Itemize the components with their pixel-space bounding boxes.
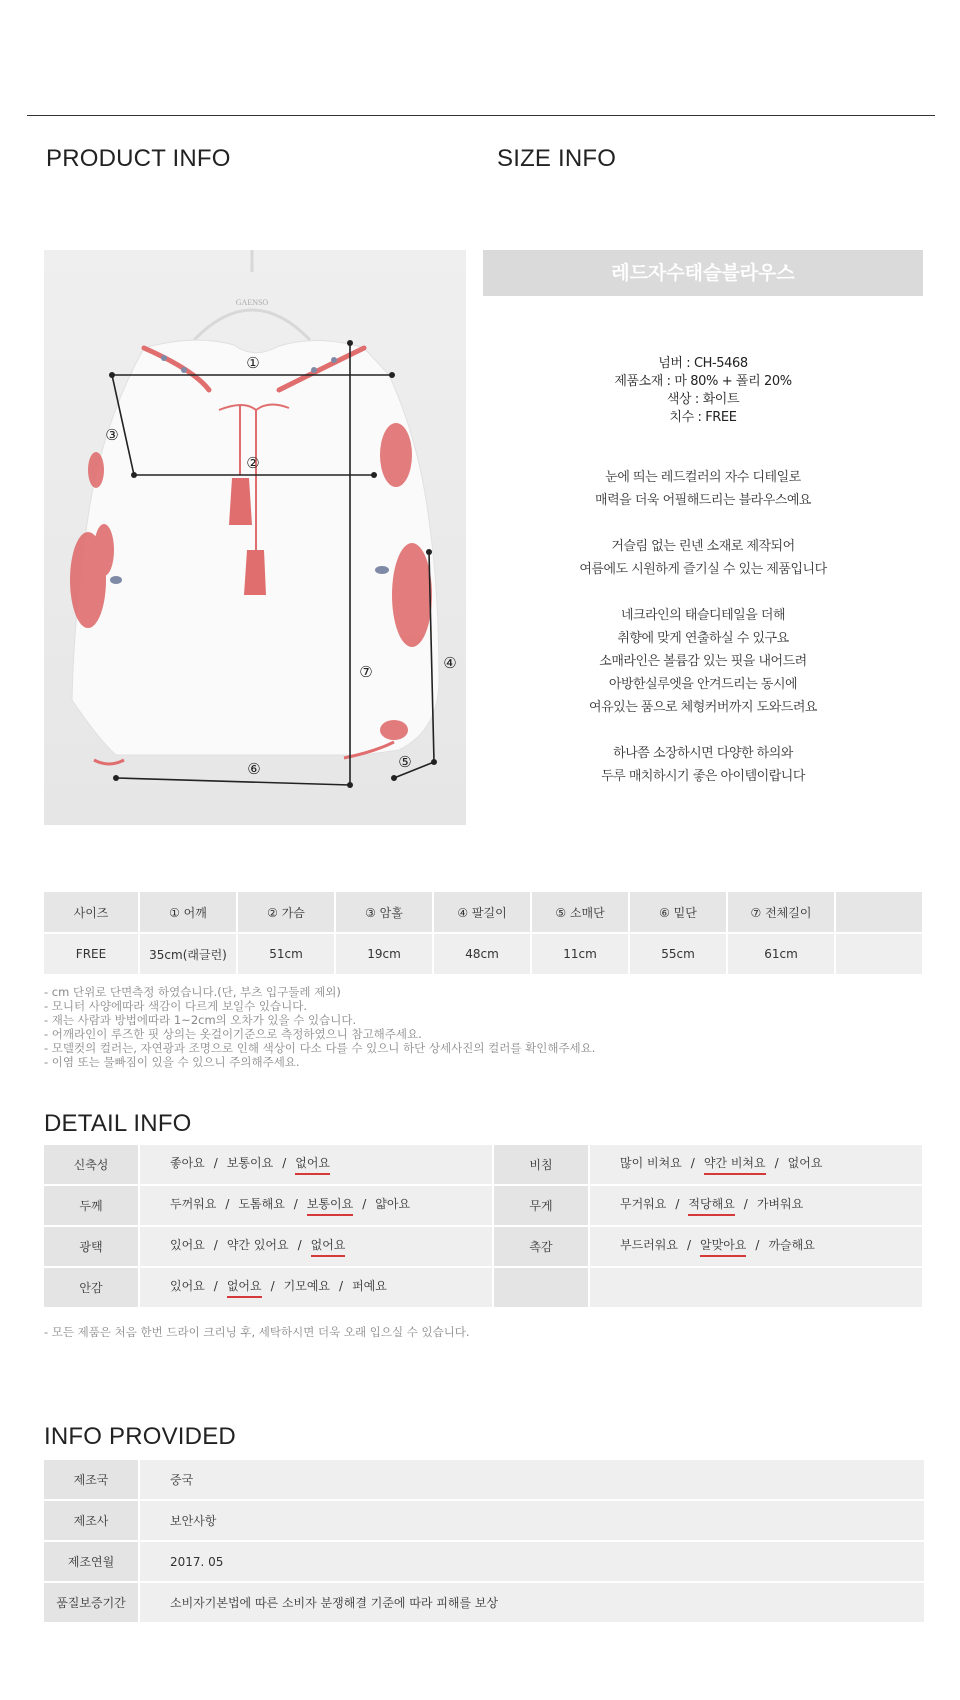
detail-option: 얇아요 bbox=[375, 1197, 411, 1211]
info-label: 제조연월 bbox=[44, 1541, 139, 1582]
description-line: 취향에 맞게 연출하실 수 있구요 bbox=[617, 631, 789, 646]
size-value-cell: 51cm bbox=[237, 933, 335, 974]
info-provided-heading: INFO PROVIDED bbox=[44, 1423, 236, 1450]
detail-label: 비침 bbox=[493, 1145, 589, 1185]
size-note: - 재는 사람과 방법에따라 1~2cm의 오차가 있을 수 있습니다. bbox=[44, 1013, 357, 1027]
detail-option: 부드러워요 bbox=[620, 1238, 678, 1252]
marker-2: ② bbox=[246, 454, 260, 472]
marker-6: ⑥ bbox=[247, 760, 261, 778]
detail-label: 안감 bbox=[44, 1267, 139, 1308]
measure-point bbox=[391, 775, 397, 781]
description-line: 하나쯤 소장하시면 다양한 하의와 bbox=[613, 746, 793, 761]
detail-options: 많이 비쳐요 / 약간 비쳐요 / 없어요 bbox=[589, 1145, 923, 1185]
description-line: 아방한실루엣을 안겨드리는 동시에 bbox=[608, 677, 798, 692]
detail-option: 가벼워요 bbox=[756, 1197, 804, 1211]
detail-row bbox=[44, 1267, 923, 1308]
info-row bbox=[44, 1500, 924, 1541]
info-row bbox=[44, 1541, 924, 1582]
size-header-cell: ① 어깨 bbox=[139, 892, 237, 933]
size-table bbox=[44, 892, 924, 974]
size-value-cell: 61cm bbox=[727, 933, 835, 974]
detail-option: 두꺼워요 bbox=[170, 1197, 217, 1211]
detail-row bbox=[44, 1226, 923, 1267]
detail-options: 두꺼워요 / 도톰해요 / 보통이요 / 얇아요 bbox=[139, 1185, 493, 1226]
top-divider bbox=[27, 115, 935, 116]
detail-option-selected: 알맞아요 bbox=[700, 1236, 746, 1257]
size-value-cell: 11cm bbox=[531, 933, 629, 974]
info-label: 품질보증기간 bbox=[44, 1582, 139, 1623]
detail-option: 보통이요 bbox=[226, 1156, 274, 1170]
marker-4: ④ bbox=[443, 654, 457, 672]
size-header-cell: ⑥ 밑단 bbox=[629, 892, 727, 933]
detail-option-selected: 없어요 bbox=[311, 1236, 346, 1257]
size-info-heading: SIZE INFO bbox=[497, 145, 617, 172]
measure-point bbox=[431, 759, 437, 765]
hanger-brand: GAENSO bbox=[235, 298, 269, 307]
spec-number: 넘버 : CH-5468 bbox=[658, 356, 748, 371]
detail-options: 있어요 / 약간 있어요 / 없어요 bbox=[139, 1226, 493, 1267]
measure-point bbox=[426, 549, 432, 555]
measure-point bbox=[131, 472, 137, 478]
product-photo bbox=[44, 250, 466, 825]
care-note: - 모든 제품은 처음 한번 드라이 크리닝 후, 세탁하시면 더욱 오래 입으실 수 있습니다. bbox=[44, 1325, 470, 1339]
marker-3: ③ bbox=[105, 426, 119, 444]
detail-option: 없어요 bbox=[787, 1156, 823, 1170]
size-value-cell: 19cm bbox=[335, 933, 433, 974]
size-note: - 모델컷의 컬러는, 자연광과 조명으로 인해 색상이 다소 다를 수 있으니 하단 상세사진의 컬러를 확인해주세요. bbox=[44, 1041, 596, 1055]
description-paragraph bbox=[483, 535, 923, 581]
size-header-cell bbox=[835, 892, 923, 933]
detail-option: 도톰해요 bbox=[238, 1197, 285, 1211]
product-name-bar: 레드자수태슬블라우스 bbox=[483, 250, 923, 296]
detail-option-selected: 없어요 bbox=[227, 1277, 262, 1298]
detail-option: 퍼예요 bbox=[352, 1279, 387, 1293]
detail-option-selected: 적당해요 bbox=[688, 1195, 734, 1216]
size-value-cell bbox=[835, 933, 923, 974]
description-line: 매력을 더욱 어필해드리는 블라우스예요 bbox=[595, 493, 811, 508]
info-value: 중국 bbox=[139, 1460, 924, 1500]
info-row bbox=[44, 1460, 924, 1500]
description-line: 소매라인은 볼륨감 있는 핏을 내어드려 bbox=[599, 654, 807, 669]
detail-option: 있어요 bbox=[170, 1238, 205, 1252]
info-table bbox=[44, 1460, 924, 1624]
detail-row bbox=[44, 1145, 923, 1185]
detail-options: 좋아요 / 보통이요 / 없어요 bbox=[139, 1145, 493, 1185]
info-value: 2017. 05 bbox=[139, 1541, 924, 1582]
info-value: 보안사항 bbox=[139, 1500, 924, 1541]
spec-material: 제품소재 : 마 80% + 폴리 20% bbox=[614, 374, 792, 389]
detail-options: 무거워요 / 적당해요 / 가벼워요 bbox=[589, 1185, 923, 1226]
detail-label: 신축성 bbox=[44, 1145, 139, 1185]
size-note: - 이염 또는 물빠짐이 있을 수 있으니 주의해주세요. bbox=[44, 1055, 300, 1069]
measure-point bbox=[347, 782, 353, 788]
detail-options: 있어요 / 없어요 / 기모예요 / 퍼예요 bbox=[139, 1267, 493, 1308]
description-line: 두루 매치하시기 좋은 아이템이랍니다 bbox=[601, 769, 805, 784]
info-label: 제조사 bbox=[44, 1500, 139, 1541]
detail-option: 무거워요 bbox=[620, 1197, 667, 1211]
size-value-cell: 48cm bbox=[433, 933, 531, 974]
size-value-cell: 55cm bbox=[629, 933, 727, 974]
blouse-illustration bbox=[44, 250, 466, 825]
detail-option-selected: 보통이요 bbox=[307, 1195, 353, 1216]
detail-info-heading: DETAIL INFO bbox=[44, 1110, 192, 1137]
detail-option: 있어요 bbox=[170, 1279, 205, 1293]
detail-option: 기모예요 bbox=[283, 1279, 331, 1293]
info-row bbox=[44, 1582, 924, 1623]
detail-option-selected: 약간 비쳐요 bbox=[704, 1154, 766, 1175]
detail-label: 촉감 bbox=[493, 1226, 589, 1267]
size-header-cell: 사이즈 bbox=[44, 892, 139, 933]
size-header-cell: ③ 암홀 bbox=[335, 892, 433, 933]
description-line: 여유있는 품으로 체형커버까지 도와드려요 bbox=[589, 700, 817, 715]
detail-label: 광택 bbox=[44, 1226, 139, 1267]
detail-label: 무게 bbox=[493, 1185, 589, 1226]
size-header-cell: ④ 팔길이 bbox=[433, 892, 531, 933]
size-note: - cm 단위로 단면측정 하였습니다.(단, 부츠 입구둘레 제외) bbox=[44, 985, 341, 999]
description-line: 눈에 띄는 레드컬러의 자수 디테일로 bbox=[605, 470, 801, 485]
description-paragraph bbox=[483, 604, 923, 719]
description-line: 여름에도 시원하게 즐기실 수 있는 제품입니다 bbox=[579, 562, 827, 577]
detail-option: 좋아요 bbox=[170, 1156, 205, 1170]
size-header-cell: ⑤ 소매단 bbox=[531, 892, 629, 933]
info-label: 제조국 bbox=[44, 1460, 139, 1500]
detail-option: 많이 비쳐요 bbox=[620, 1156, 682, 1170]
size-header-cell: ⑦ 전체길이 bbox=[727, 892, 835, 933]
size-table-header bbox=[44, 892, 923, 933]
measure-point bbox=[109, 372, 115, 378]
spec-color: 색상 : 화이트 bbox=[666, 392, 740, 407]
description-line: 거슬림 없는 린넨 소재로 제작되어 bbox=[611, 539, 795, 554]
size-value-cell: FREE bbox=[44, 933, 139, 974]
detail-option: 까슬해요 bbox=[768, 1238, 815, 1252]
marker-7: ⑦ bbox=[359, 663, 373, 681]
description-paragraph bbox=[483, 742, 923, 788]
measure-point bbox=[347, 340, 353, 346]
size-header-cell: ② 가슴 bbox=[237, 892, 335, 933]
product-info-heading: PRODUCT INFO bbox=[46, 145, 231, 172]
detail-label: 두께 bbox=[44, 1185, 139, 1226]
detail-options bbox=[589, 1267, 923, 1308]
measure-point bbox=[371, 472, 377, 478]
detail-table bbox=[44, 1145, 924, 1309]
size-value-cell: 35cm(래글런) bbox=[139, 933, 237, 974]
measure-point bbox=[389, 372, 395, 378]
detail-option-selected: 없어요 bbox=[295, 1154, 330, 1175]
detail-label bbox=[493, 1267, 589, 1308]
info-value: 소비자기본법에 따른 소비자 분쟁해결 기준에 따라 피해를 보상 bbox=[139, 1582, 924, 1623]
spec-size: 치수 : FREE bbox=[669, 410, 737, 425]
measure-point bbox=[113, 775, 119, 781]
detail-option: 약간 있어요 bbox=[226, 1238, 289, 1252]
marker-1: ① bbox=[246, 354, 260, 372]
description-line: 네크라인의 태슬디테일을 더해 bbox=[620, 608, 786, 623]
size-note: - 모니터 사양에따라 색감이 다르게 보일수 있습니다. bbox=[44, 999, 308, 1013]
size-notes bbox=[44, 985, 595, 1069]
description-paragraph bbox=[483, 466, 923, 512]
detail-row bbox=[44, 1185, 923, 1226]
detail-options: 부드러워요 / 알맞아요 / 까슬해요 bbox=[589, 1226, 923, 1267]
marker-5: ⑤ bbox=[398, 753, 412, 771]
size-note: - 어깨라인이 루즈한 핏 상의는 옷걸이기준으로 측정하였으니 참고해주세요. bbox=[44, 1027, 422, 1041]
size-table-row bbox=[44, 933, 923, 974]
